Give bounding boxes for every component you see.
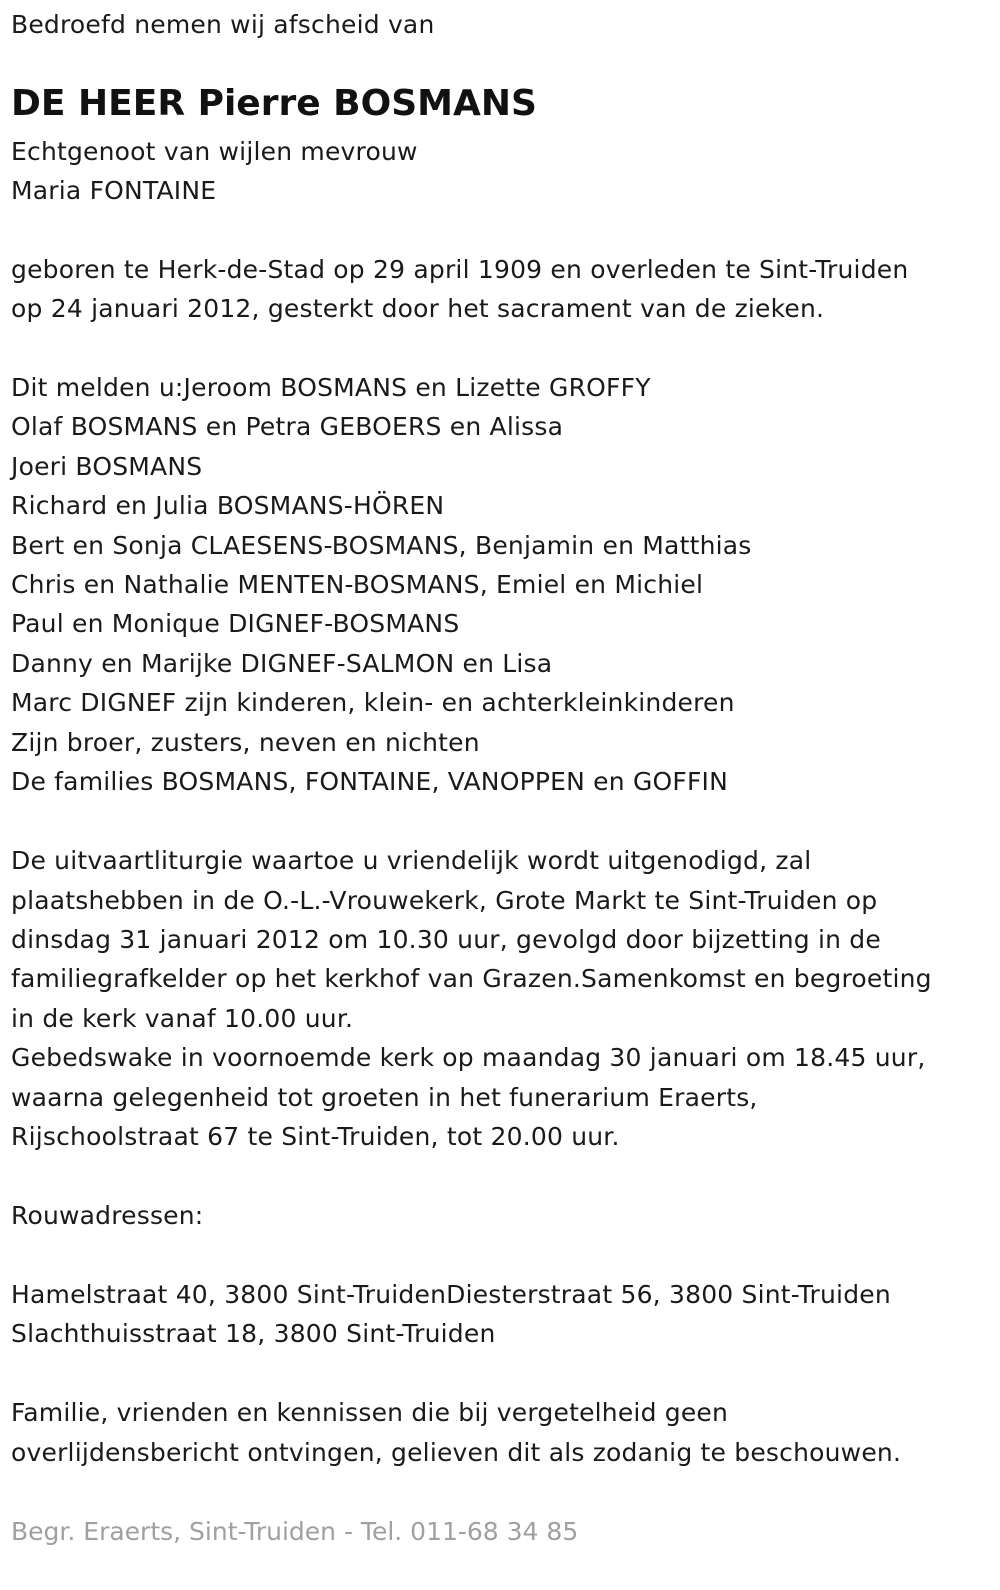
family-line: De families BOSMANS, FONTAINE, VANOPPEN en GOFFIN bbox=[11, 767, 729, 796]
family-line: Joeri BOSMANS bbox=[11, 452, 203, 481]
family-line: Chris en Nathalie MENTEN-BOSMANS, Emiel en Michiel bbox=[11, 570, 704, 599]
birth-death-line: op 24 januari 2012, gesterkt door het sacrament van de zieken. bbox=[11, 294, 825, 323]
address-line: Slachthuisstraat 18, 3800 Sint-Truiden bbox=[11, 1319, 496, 1348]
family-line: Olaf BOSMANS en Petra GEBOERS en Alissa bbox=[11, 412, 564, 441]
family-line: Marc DIGNEF zijn kinderen, klein- en achterkleinkinderen bbox=[11, 688, 735, 717]
family-line: Danny en Marijke DIGNEF-SALMON en Lisa bbox=[11, 649, 553, 678]
deceased-name: DE HEER Pierre BOSMANS bbox=[11, 83, 537, 124]
family-line: Paul en Monique DIGNEF-BOSMANS bbox=[11, 609, 460, 638]
birth-death-line: geboren te Herk-de-Stad op 29 april 1909 en overleden te Sint-Truiden bbox=[11, 255, 909, 284]
funeral-line: Gebedswake in voornoemde kerk op maandag 30 januari om 18.45 uur, bbox=[11, 1043, 926, 1072]
family-line: Richard en Julia BOSMANS-HÖREN bbox=[11, 491, 445, 520]
funeral-line: dinsdag 31 januari 2012 om 10.30 uur, gevolgd door bijzetting in de bbox=[11, 925, 881, 954]
funeral-line: in de kerk vanaf 10.00 uur. bbox=[11, 1004, 354, 1033]
address-line: Hamelstraat 40, 3800 Sint-TruidenDiesterstraat 56, 3800 Sint-Truiden bbox=[11, 1280, 891, 1309]
undertaker-footer: Begr. Eraerts, Sint-Truiden - Tel. 011-68 34 85 bbox=[11, 1517, 579, 1546]
funeral-line: waarna gelegenheid tot groeten in het funerarium Eraerts, bbox=[11, 1083, 758, 1112]
funeral-line: Rijschoolstraat 67 te Sint-Truiden, tot 20.00 uur. bbox=[11, 1122, 620, 1151]
intro-text: Bedroefd nemen wij afscheid van bbox=[11, 10, 435, 39]
family-line: Bert en Sonja CLAESENS-BOSMANS, Benjamin en Matthias bbox=[11, 531, 752, 560]
closing-line: overlijdensbericht ontvingen, gelieven dit als zodanig te beschouwen. bbox=[11, 1438, 902, 1467]
funeral-line: familiegrafkelder op het kerkhof van Grazen.Samenkomst en begroeting bbox=[11, 964, 932, 993]
family-line: Zijn broer, zusters, neven en nichten bbox=[11, 728, 480, 757]
addresses-heading: Rouwadressen: bbox=[11, 1201, 204, 1230]
closing-line: Familie, vrienden en kennissen die bij vergetelheid geen bbox=[11, 1398, 729, 1427]
family-line: Dit melden u:Jeroom BOSMANS en Lizette GROFFY bbox=[11, 373, 651, 402]
funeral-line: De uitvaartliturgie waartoe u vriendelijk wordt uitgenodigd, zal bbox=[11, 846, 812, 875]
spouse-line: Maria FONTAINE bbox=[11, 176, 217, 205]
spouse-line: Echtgenoot van wijlen mevrouw bbox=[11, 137, 418, 166]
funeral-line: plaatshebben in de O.-L.-Vrouwekerk, Grote Markt te Sint-Truiden op bbox=[11, 886, 878, 915]
